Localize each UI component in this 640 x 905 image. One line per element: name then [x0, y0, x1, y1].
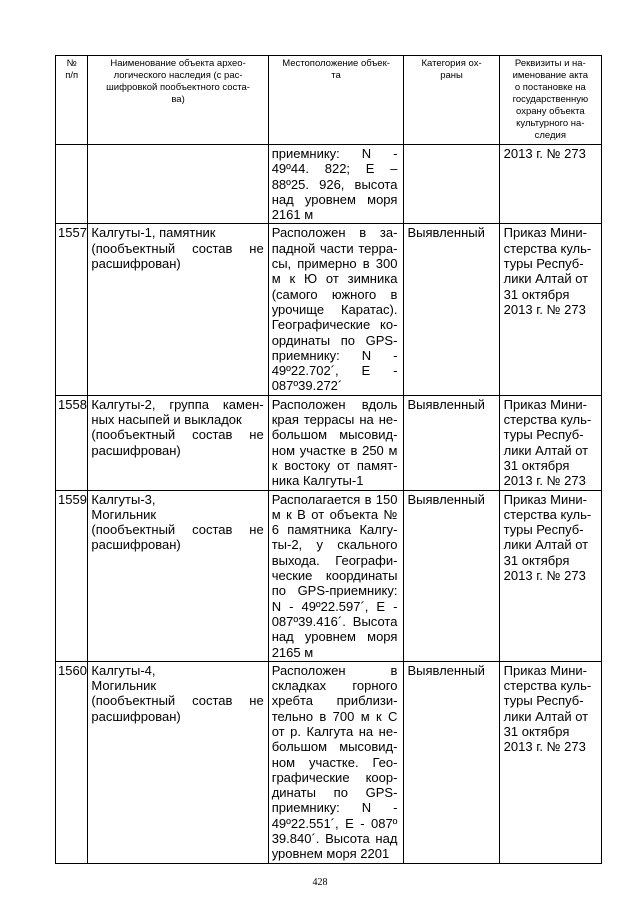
table-row: [56, 224, 602, 395]
cell-line: от р. Калгута на не-: [271, 723, 398, 739]
cell-line: по GPS-приемнику:: [271, 583, 398, 599]
cell-protection-act: [499, 224, 601, 395]
cell-line: Калгуты-3,: [91, 491, 156, 507]
cell-number: 1559: [56, 490, 88, 661]
cell-location: [268, 395, 404, 490]
cell-line: динаты по GPS-: [271, 785, 398, 801]
cell-line: N - 49º22.597´, E -: [271, 598, 398, 614]
cell-line: 31 октября: [503, 723, 570, 739]
header-line: охрану объекта: [516, 106, 585, 117]
cell-line: над уровнем моря: [271, 629, 398, 645]
table-row: [56, 145, 602, 224]
cell-line: Расположен вдоль: [271, 396, 398, 412]
cell-line: ном участке в 250 м: [271, 442, 398, 458]
cell-object-name: [88, 661, 268, 863]
cell-line: хребта приблизи-: [271, 693, 398, 709]
header-line: следия: [534, 130, 567, 141]
cell-line: туры Респуб-: [503, 256, 584, 272]
cell-line: 39.840´. Высота над: [271, 831, 398, 847]
cell-line: туры Респуб-: [503, 522, 584, 538]
cell-line: м к Ю от зимника: [271, 271, 398, 287]
header-line: Реквизиты и на-: [514, 58, 586, 69]
table-header-row: [56, 56, 602, 145]
header-object-name: [88, 56, 268, 145]
cell-protection-act: [499, 490, 601, 661]
header-line: ва): [171, 94, 185, 105]
cell-protection-category: Выявленный: [404, 661, 499, 863]
cell-protection-category: Выявленный: [404, 395, 499, 490]
cell-line: стерства куль-: [503, 240, 592, 256]
cell-line: 88º25. 926, высота: [271, 176, 398, 192]
cell-line: лики Алтай от: [503, 537, 589, 553]
cell-line: к востоку от памят-: [271, 457, 398, 473]
header-protection-act: [499, 56, 601, 145]
header-line: Категория ох-: [421, 58, 482, 69]
cell-line: (пообъектный состав не: [91, 522, 264, 538]
cell-line: Приказ Мини-: [503, 662, 587, 678]
header-number: [56, 56, 88, 145]
page-number: 428: [312, 877, 328, 888]
cell-line: расшифрован): [91, 442, 181, 458]
cell-object-name: [88, 145, 268, 224]
cell-line: 31 октября: [503, 286, 570, 302]
cell-line: (самого южного в: [271, 286, 398, 302]
cell-line: 2161 м: [271, 207, 314, 223]
cell-line: Приказ Мини-: [503, 396, 587, 412]
header-line: №: [66, 58, 77, 69]
cell-line: над уровнем моря: [271, 191, 398, 207]
cell-line: (пообъектный состав не: [91, 693, 264, 709]
cell-line: (пообъектный состав не: [91, 240, 264, 256]
heritage-registry-table: [55, 55, 602, 864]
header-line: Местоположение объек-: [282, 58, 390, 69]
header-line: государственную: [512, 94, 589, 105]
cell-number: 1560: [56, 661, 88, 863]
cell-number: 1557: [56, 224, 88, 395]
cell-line: Приказ Мини-: [503, 491, 587, 507]
cell-line: лики Алтай от: [503, 271, 589, 287]
cell-line: приемнику: N -: [271, 146, 398, 161]
cell-line: большом мысовид-: [271, 427, 398, 443]
cell-protection-category: [404, 145, 499, 224]
header-line: культурного на-: [516, 118, 585, 129]
cell-line: ника Калгуты-1: [271, 473, 364, 489]
cell-line: 2013 г. № 273: [503, 568, 586, 584]
cell-location: [268, 224, 404, 395]
cell-line: ты-2, у скального: [271, 537, 398, 553]
cell-line: туры Респуб-: [503, 693, 584, 709]
cell-location: [268, 661, 404, 863]
cell-line: (пообъектный состав не: [91, 427, 264, 443]
header-protection-category: [404, 56, 499, 145]
cell-line: Расположен в за-: [271, 225, 398, 241]
cell-line: Калгуты-4,: [91, 662, 156, 678]
cell-number: 1558: [56, 395, 88, 490]
header-line: именование акта: [512, 70, 589, 81]
cell-line: Расположен в: [271, 662, 398, 678]
cell-line: 49º22.702´, E -: [271, 363, 398, 379]
cell-line: складках горного: [271, 678, 398, 694]
cell-line: лики Алтай от: [503, 442, 589, 458]
cell-line: Располагается в 150: [271, 491, 398, 507]
cell-line: лики Алтай от: [503, 708, 589, 724]
cell-line: 6 памятника Калгу-: [271, 522, 398, 538]
cell-line: ческие координаты: [271, 568, 398, 584]
table-row: [56, 661, 602, 863]
cell-line: расшифрован): [91, 708, 181, 724]
cell-line: стерства куль-: [503, 678, 592, 694]
cell-line: м к В от объекта №: [271, 506, 398, 522]
cell-line: большом мысовид-: [271, 739, 398, 755]
header-line: раны: [440, 70, 463, 81]
header-line: Наименование объекта архео-: [110, 58, 246, 69]
table-row: [56, 490, 602, 661]
cell-location: [268, 145, 404, 224]
cell-line: приемнику: N -: [271, 800, 398, 816]
cell-line: 087º39.416´. Высота: [271, 613, 398, 629]
cell-line: туры Респуб-: [503, 427, 584, 443]
cell-line: 31 октября: [503, 457, 570, 473]
cell-line: 2013 г. № 273: [503, 301, 586, 317]
cell-object-name: [88, 395, 268, 490]
cell-line: ных насыпей и выкладок: [91, 412, 242, 428]
cell-line: края террасы на не-: [271, 412, 398, 428]
cell-line: уровнем моря 2201: [271, 846, 390, 862]
cell-line: 31 октября: [503, 552, 570, 568]
header-line: п/п: [65, 70, 79, 81]
cell-line: 49º44. 822; E –: [271, 161, 398, 177]
cell-line: стерства куль-: [503, 506, 592, 522]
cell-line: Географические ко-: [271, 317, 398, 333]
cell-line: Калгуты-1, памятник: [91, 225, 216, 241]
cell-protection-category: Выявленный: [404, 224, 499, 395]
cell-line: Могильник: [91, 678, 157, 694]
cell-protection-act: [499, 145, 601, 224]
cell-line: приемнику: N -: [271, 347, 398, 363]
cell-protection-act: [499, 661, 601, 863]
cell-line: графические коор-: [271, 769, 398, 785]
cell-line: расшифрован): [91, 537, 181, 553]
cell-object-name: [88, 224, 268, 395]
cell-line: стерства куль-: [503, 412, 592, 428]
cell-line: расшифрован): [91, 256, 181, 272]
table-row: [56, 395, 602, 490]
cell-line: 2013 г. № 273: [503, 473, 586, 489]
cell-line: 49º22.551´, E - 087º: [271, 815, 398, 831]
cell-line: Приказ Мини-: [503, 225, 587, 241]
header-line: шифровкой пообъектного соста-: [106, 82, 250, 93]
cell-object-name: [88, 490, 268, 661]
cell-line: Калгуты-2, группа камен-: [91, 396, 264, 412]
header-line: та: [331, 70, 341, 81]
cell-line: урочище Каратас).: [271, 301, 398, 317]
cell-number: [56, 145, 88, 224]
header-line: логического наследия (с рас-: [113, 70, 243, 81]
cell-line: 2013 г. № 273: [503, 146, 586, 161]
header-line: о постановке на: [514, 82, 586, 93]
cell-line: 2165 м: [271, 644, 314, 660]
cell-line: ном участке. Гео-: [271, 754, 398, 770]
cell-line: тельно в 700 м к С: [271, 708, 398, 724]
cell-line: Могильник: [91, 506, 157, 522]
cell-line: падной части терра-: [271, 240, 398, 256]
header-location: [268, 56, 404, 145]
cell-line: 2013 г. № 273: [503, 739, 586, 755]
cell-line: выхода. Географи-: [271, 552, 398, 568]
cell-line: сы, примерно в 300: [271, 256, 398, 272]
cell-protection-category: Выявленный: [404, 490, 499, 661]
cell-location: [268, 490, 404, 661]
cell-line: 087º39.272´: [271, 378, 343, 394]
cell-line: ординаты по GPS-: [271, 332, 398, 348]
cell-protection-act: [499, 395, 601, 490]
